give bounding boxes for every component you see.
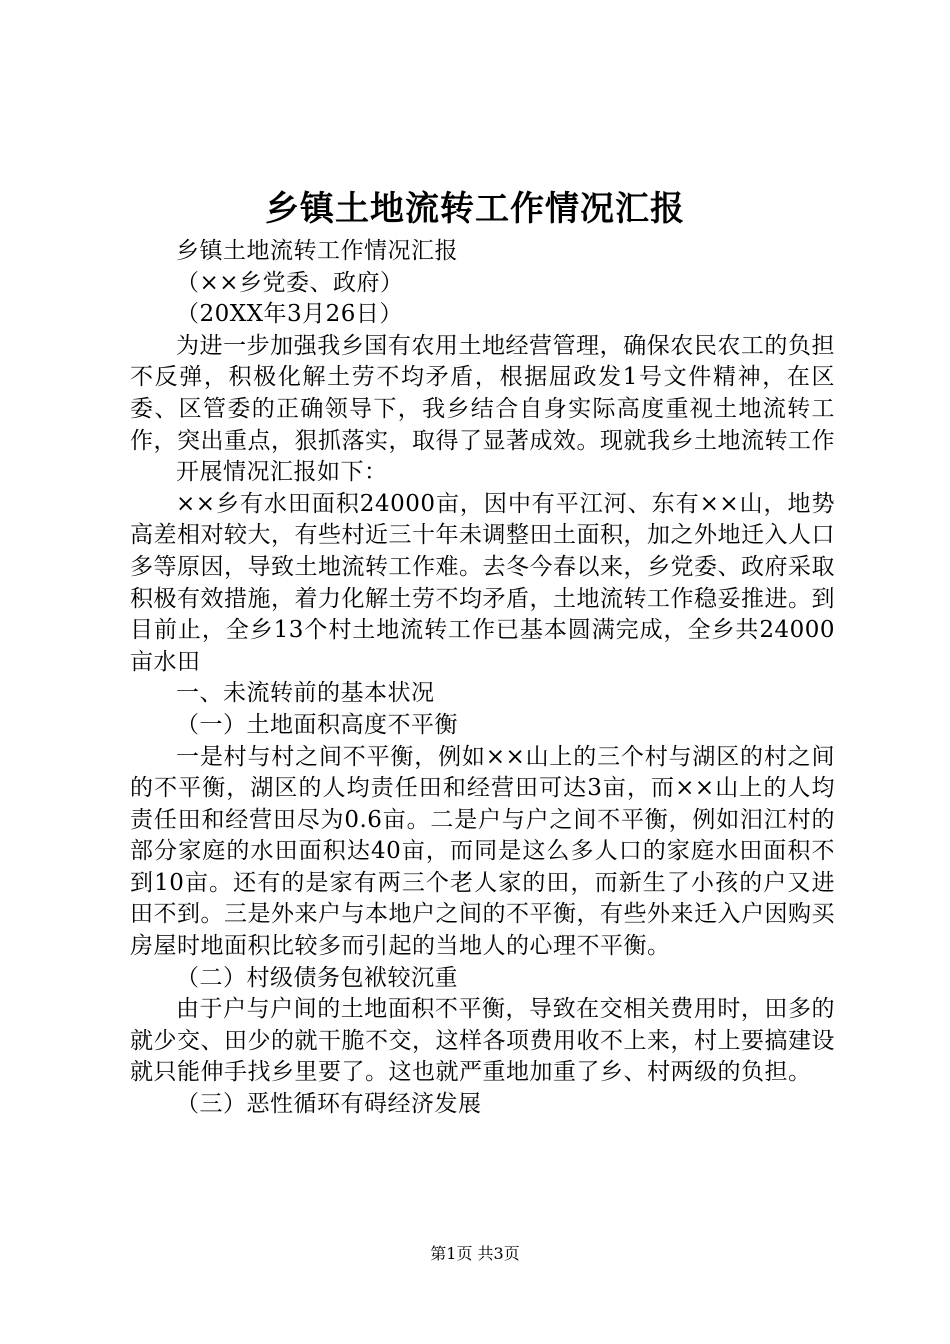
subsection-heading-2: （二）村级债务包袱较沉重	[176, 964, 458, 991]
subsection-heading-3: （三）恶性循环有碍经济发展	[176, 1091, 482, 1118]
paragraph-overview: ××乡有水田面积24000亩，因中有平江河、东有××山，地势高差相对较大，有些村近三十年未调整田土面积，加之外地迁入人口多等原因，导致土地流转工作难。去冬今春以来，乡党委、政府采取积极有效措施，着力化解土劳不均矛盾，土地流转工作稳妥推进。到目前止，全乡13个村土地流转工作已基本圆满完成，全乡共24000亩水田	[130, 490, 835, 675]
paragraph-intro: 为进一步加强我乡国有农用土地经营管理，确保农民农工的负担不反弹，积极化解土劳不均矛盾，根据屈政发1号文件精神，在区委、区管委的正确领导下，我乡结合自身实际高度重视土地流转工作，突出重点，狠抓落实，取得了显著成效。现就我乡土地流转工作	[130, 332, 835, 454]
paragraph-heading-repeat: 乡镇土地流转工作情况汇报	[176, 238, 458, 264]
paragraph-report-lead: 开展情况汇报如下：	[176, 459, 388, 486]
paragraph-date: （20XX年3月26日）	[176, 301, 403, 328]
paragraph-debt: 由于户与户间的土地面积不平衡，导致在交相关费用时，田多的就少交、田少的就干脆不交，这样各项费用收不上来，村上要搞建设就只能伸手找乡里要了。这也就严重地加重了乡、村两级的负担。	[130, 996, 835, 1086]
paragraph-issuer: （××乡党委、政府）	[176, 269, 404, 296]
page-footer: 第1页 共3页	[430, 1244, 520, 1263]
subsection-heading-1: （一）土地面积高度不平衡	[176, 711, 458, 738]
document-body	[130, 236, 835, 1121]
section-heading-1: 一、未流转前的基本状况	[176, 680, 435, 707]
paragraph-imbalance: 一是村与村之间不平衡，例如××山上的三个村与湖区的村之间的不平衡，湖区的人均责任田和经营田可达3亩，而××山上的人均责任田和经营田尽为0.6亩。二是户与户之间不平衡，例如汨江村的部分家庭的水田面积达40亩，而同是这么多人口的家庭水田面积不到10亩。还有的是家有两三个老人家的田，而新生了小孩的户又进田不到。三是外来户与本地户之间的不平衡，有些外来迁入户因购买房屋时地面积比较多而引起的当地人的心理不平衡。	[130, 743, 835, 960]
document-title: 乡镇土地流转工作情况汇报	[265, 189, 685, 229]
